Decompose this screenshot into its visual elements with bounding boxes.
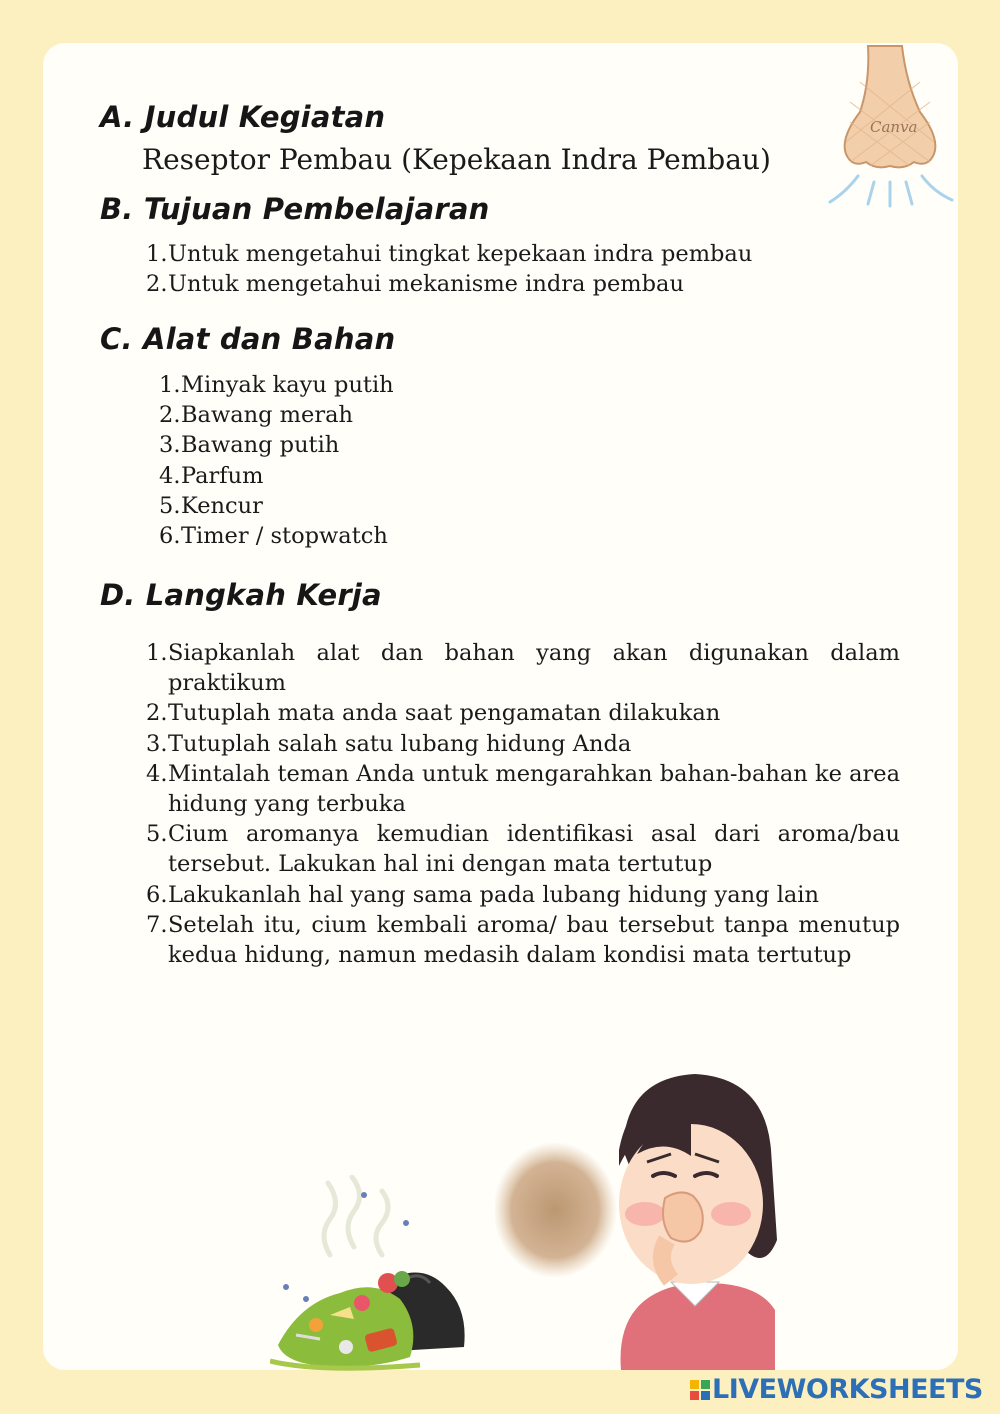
bad-smell-cloud — [495, 1142, 617, 1278]
liveworksheets-logo-text: LIVEWORKSHEETS — [712, 1374, 983, 1405]
list-text: Parfum — [181, 462, 264, 489]
list-item — [159, 461, 659, 491]
list-number: 4. — [146, 760, 168, 787]
girl-smelling-illustration — [495, 1070, 795, 1370]
list-item — [159, 521, 659, 551]
list-item — [146, 729, 900, 759]
list-number: 2. — [159, 402, 181, 429]
judul-kegiatan-text: Reseptor Pembau (Kepekaan Indra Pembau) — [142, 143, 771, 176]
list-item — [146, 239, 906, 269]
list-text: Cium aromanya kemudian identifikasi asal dari aroma/bau tersebut. Lakukan hal ini dengan mata tertutup — [168, 821, 900, 878]
liveworksheets-logo-icon — [690, 1380, 710, 1400]
list-item — [146, 880, 900, 910]
list-text: Untuk mengetahui tingkat kepekaan indra pembau — [168, 241, 753, 267]
list-item — [159, 400, 659, 430]
nose-illustration — [820, 42, 960, 212]
list-item — [146, 759, 900, 819]
langkah-kerja-list — [146, 638, 900, 970]
list-number: 3. — [159, 432, 181, 459]
canva-watermark: Canva — [870, 118, 918, 136]
list-number: 5. — [159, 492, 181, 519]
list-number: 7. — [146, 911, 168, 938]
list-text: Tutuplah mata anda saat pengamatan dilakukan — [168, 700, 721, 727]
list-item — [159, 430, 659, 460]
list-number: 3. — [146, 730, 168, 757]
list-item — [159, 491, 659, 521]
list-text: Bawang merah — [181, 402, 353, 429]
list-text: Kencur — [181, 492, 263, 519]
list-item — [146, 698, 900, 728]
list-text: Minyak kayu putih — [181, 372, 394, 398]
list-item — [146, 819, 900, 879]
list-text: Setelah itu, cium kembali aroma/ bau tersebut tanpa menutup kedua hidung, namun medasih dalam kondisi mata tertutup — [168, 911, 900, 969]
list-number: 1. — [146, 241, 168, 267]
heading-langkah-kerja: D. Langkah Kerja — [100, 578, 382, 612]
list-number: 6. — [146, 881, 168, 908]
list-text: Siapkanlah alat dan bahan yang akan digunakan dalam praktikum — [168, 640, 900, 697]
list-item — [146, 269, 906, 299]
list-text: Tutuplah salah satu lubang hidung Anda — [168, 730, 632, 757]
heading-tujuan-pembelajaran: B. Tujuan Pembelajaran — [100, 192, 490, 226]
list-text: Untuk mengetahui mekanisme indra pembau — [168, 271, 684, 298]
heading-alat-dan-bahan: C. Alat dan Bahan — [100, 322, 396, 356]
list-number: 2. — [146, 700, 168, 727]
list-number: 2. — [146, 271, 168, 298]
list-number: 4. — [159, 462, 181, 489]
list-item — [146, 638, 900, 698]
list-number: 6. — [159, 523, 181, 550]
tujuan-list — [146, 239, 906, 299]
list-number: 1. — [159, 372, 181, 398]
alat-bahan-list — [159, 370, 659, 551]
list-text: Timer / stopwatch — [181, 523, 388, 550]
list-number: 1. — [146, 640, 168, 666]
heading-judul-kegiatan: A. Judul Kegiatan — [100, 100, 386, 134]
list-text: Mintalah teman Anda untuk mengarahkan bahan-bahan ke area hidung yang terbuka — [168, 760, 900, 818]
list-text: Bawang putih — [181, 432, 340, 459]
list-item — [159, 370, 659, 400]
list-text: Lakukanlah hal yang sama pada lubang hidung yang lain — [168, 881, 819, 908]
list-number: 5. — [146, 821, 168, 848]
liveworksheets-logo — [690, 1374, 983, 1405]
garbage-pile-illustration — [270, 1175, 480, 1375]
list-item — [146, 910, 900, 970]
